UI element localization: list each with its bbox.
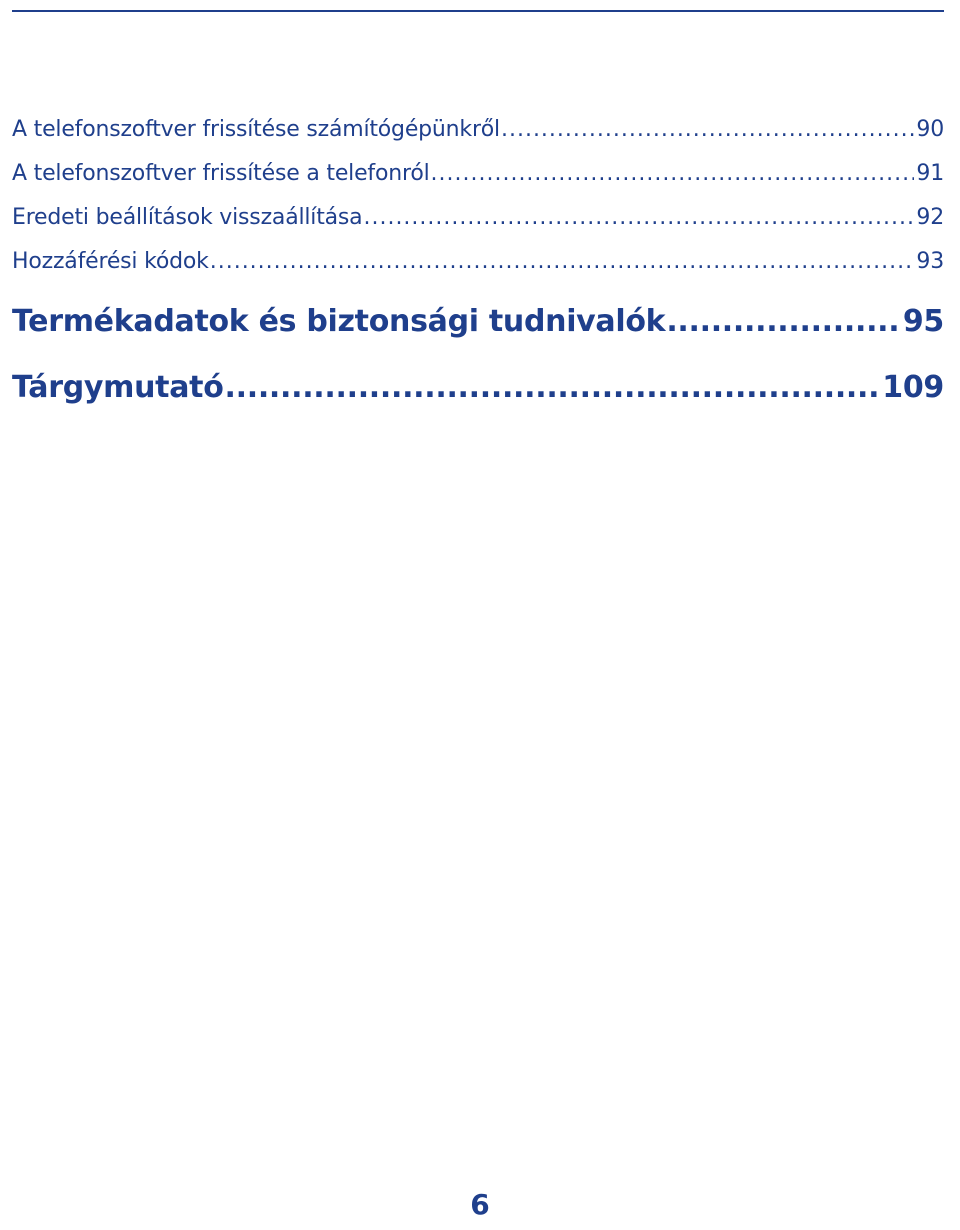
toc-entry-page: 92 (916, 205, 944, 230)
toc-section-page: 95 (902, 304, 944, 339)
header-rule (12, 10, 944, 12)
toc-section-page: 109 (882, 370, 944, 405)
toc-entry-page: 90 (916, 117, 944, 142)
toc-entry-title: A telefonszoftver frissítése a telefonról (12, 161, 430, 186)
toc-section[interactable] (12, 356, 944, 420)
dot-leader (666, 290, 901, 354)
toc-entry[interactable] (12, 152, 944, 196)
toc-section-title: Termékadatok és biztonsági tudnivalók (12, 304, 666, 339)
toc-entry-title: Hozzáférési kódok (12, 249, 209, 274)
toc-entry-title: A telefonszoftver frissítése számítógépünkről (12, 117, 500, 142)
toc-entry-page: 93 (916, 249, 944, 274)
toc-section[interactable] (12, 290, 944, 354)
toc-section-title: Tárgymutató (12, 370, 224, 405)
toc-entry[interactable] (12, 196, 944, 240)
toc-entry-title: Eredeti beállítások visszaállítása (12, 205, 363, 230)
toc-entry[interactable] (12, 108, 944, 152)
dot-leader (501, 108, 914, 152)
toc-entry-page: 91 (916, 161, 944, 186)
dot-leader (225, 356, 881, 420)
table-of-contents (12, 108, 944, 420)
dot-leader (210, 240, 915, 284)
page-number: 6 (470, 1188, 490, 1221)
toc-entry[interactable] (12, 240, 944, 284)
dot-leader (431, 152, 915, 196)
dot-leader (363, 196, 914, 240)
